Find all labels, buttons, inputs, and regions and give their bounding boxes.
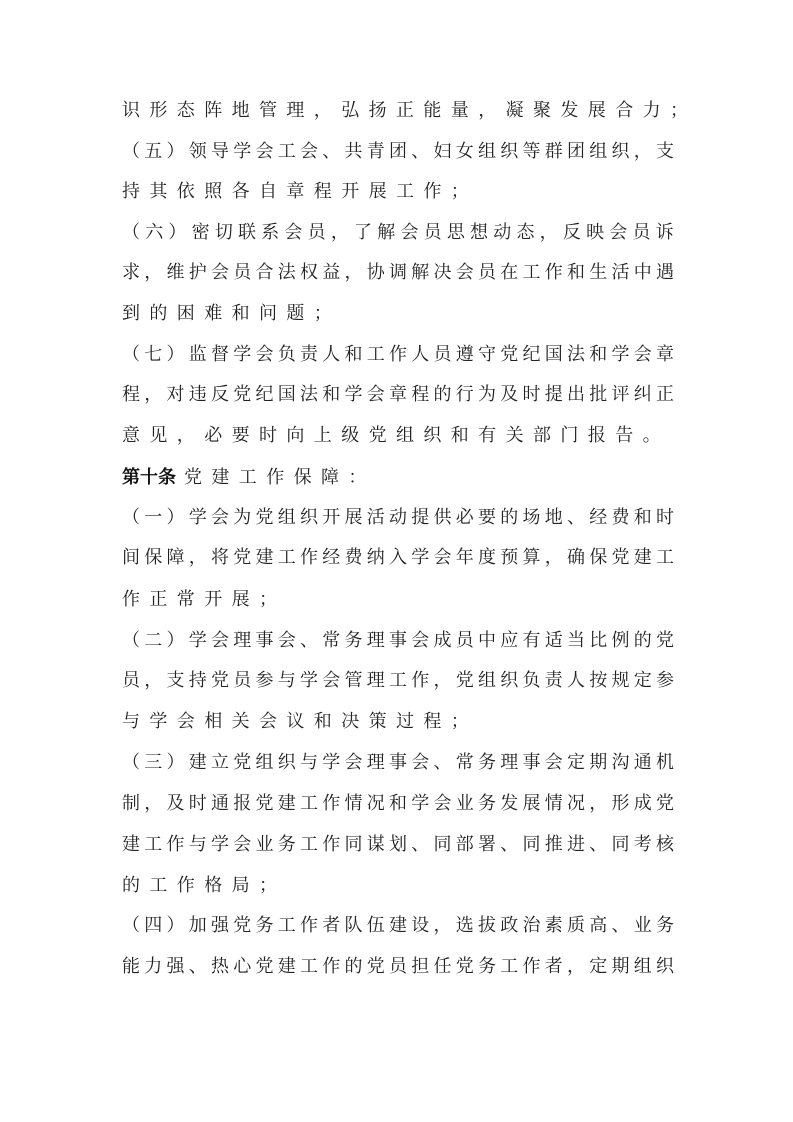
text-line: 建 工 作 与 学 会 业 务 工 作 同 谋 划 、 同 部 署 、 同 推 进 、 同 考 核 — [122, 834, 674, 855]
text-line: （ 二 ） 学 会 理 事 会 、 常 务 理 事 会 成 员 中 应 有 适 当 比 例 的 党 — [122, 630, 674, 651]
text-line: 与学会相关会议和决策过程； — [122, 711, 479, 732]
text-line: （ 五 ） 领 导 学 会 工 会 、 共 青 团 、 妇 女 组 织 等 群 团 组 织 ， 支 — [122, 141, 674, 162]
text-line: （ 一 ） 学 会 为 党 组 织 开 展 活 动 提 供 必 要 的 场 地 、 经 费 和 时 — [122, 507, 674, 528]
text-line: 能 力 强 、 热 心 党 建 工 作 的 党 员 担 任 党 务 工 作 者 ， 定 期 组 织 — [122, 956, 674, 977]
text-line: 程 ， 对 违 反 党 纪 国 法 和 学 会 章 程 的 行 为 及 时 提 出 批 评 纠 正 — [122, 384, 674, 405]
text-line: （ 四 ） 加 强 党 务 工 作 者 队 伍 建 设 ， 选 拔 政 治 素 质 高 、 业 务 — [122, 915, 674, 936]
text-line: 作正常开展； — [122, 589, 287, 610]
text-line: 识形态阵地管理，弘扬正能量，凝聚发展合力； — [122, 100, 698, 121]
article-title: 党建工作保障： — [184, 467, 376, 488]
text-line: 的工作格局； — [122, 875, 287, 896]
article-number: 第十条 — [122, 467, 176, 488]
text-line: 意见，必要时向上级党组织和有关部门报告。 — [122, 425, 670, 446]
text-line: （ 三 ） 建 立 党 组 织 与 学 会 理 事 会 、 常 务 理 事 会 定 期 沟 通 机 — [122, 752, 674, 773]
text-line: 员 ， 支 持 党 员 参 与 学 会 管 理 工 作 ， 党 组 织 负 责 人 按 规 定 参 — [122, 670, 674, 691]
article-heading — [122, 464, 674, 492]
text-line: （ 六 ） 密 切 联 系 会 员 ， 了 解 会 员 思 想 动 态 ， 反 映 会 员 诉 — [122, 222, 674, 243]
text-line: 到的困难和问题； — [122, 303, 342, 324]
text-line: 持其依照各自章程开展工作； — [122, 181, 479, 202]
text-line: 制 ， 及 时 通 报 党 建 工 作 情 况 和 学 会 业 务 发 展 情 况 ， 形 成 党 — [122, 793, 674, 814]
text-line: 间 保 障 ， 将 党 建 工 作 经 费 纳 入 学 会 年 度 预 算 ， 确 保 党 建 工 — [122, 547, 674, 568]
text-line: 求 ， 维 护 会 员 合 法 权 益 ， 协 调 解 决 会 员 在 工 作 和 生 活 中 遇 — [122, 262, 674, 283]
text-line: （ 七 ） 监 督 学 会 负 责 人 和 工 作 人 员 遵 守 党 纪 国 法 和 学 会 章 — [122, 344, 674, 365]
